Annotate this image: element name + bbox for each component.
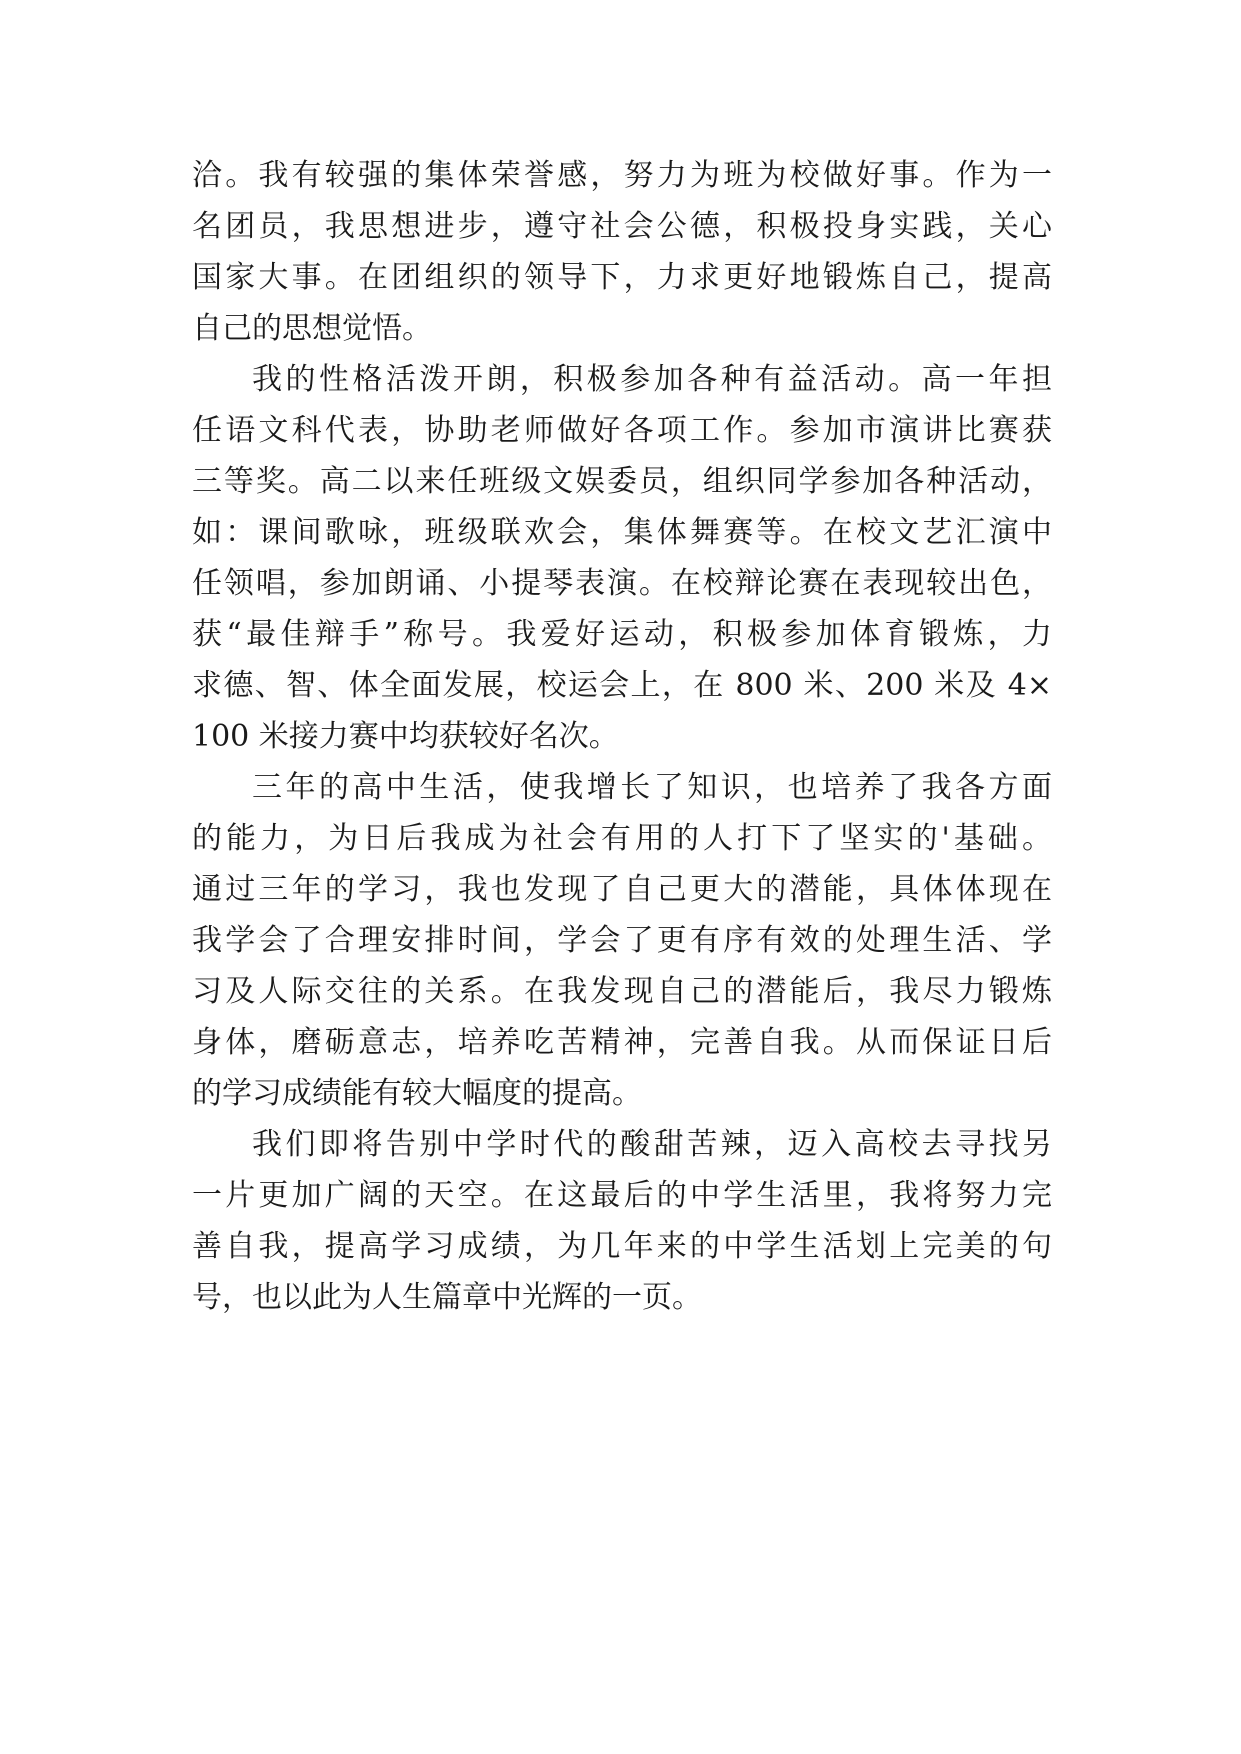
paragraph-line: 如：课间歌咏，班级联欢会，集体舞赛等。在校文艺汇演中 [192, 515, 1052, 550]
paragraph-line: 国家大事。在团组织的领导下，力求更好地锻炼自己，提高 [192, 260, 1052, 295]
document-body [192, 150, 1052, 1323]
paragraph-line: 100 米接力赛中均获较好名次。 [192, 719, 619, 754]
paragraph-line: 我的性格活泼开朗，积极参加各种有益活动。高一年担 [252, 362, 1052, 397]
paragraph-line: 我们即将告别中学时代的酸甜苦辣，迈入高校去寻找另 [252, 1127, 1052, 1162]
paragraph-line: 三年的高中生活，使我增长了知识，也培养了我各方面 [252, 770, 1052, 805]
paragraph-line: 的能力，为日后我成为社会有用的人打下了坚实的'基础。 [192, 821, 1052, 856]
paragraph-line: 自己的思想觉悟。 [192, 311, 432, 346]
paragraph-line: 善自我，提高学习成绩，为几年来的中学生活划上完美的句 [192, 1229, 1052, 1264]
paragraph-line: 身体，磨砺意志，培养吃苦精神，完善自我。从而保证日后 [192, 1025, 1052, 1060]
paragraph-line: 通过三年的学习，我也发现了自己更大的潜能，具体体现在 [192, 872, 1052, 907]
paragraph-line: 洽。我有较强的集体荣誉感，努力为班为校做好事。作为一 [192, 158, 1052, 193]
paragraph-line: 一片更加广阔的天空。在这最后的中学生活里，我将努力完 [192, 1178, 1052, 1213]
paragraph-line: 的学习成绩能有较大幅度的提高。 [192, 1076, 642, 1111]
paragraph-1 [192, 150, 1052, 354]
paragraph-line: 求德、智、体全面发展，校运会上，在 800 米、200 米及 4× [192, 668, 1052, 703]
paragraph-line: 任语文科代表，协助老师做好各项工作。参加市演讲比赛获 [192, 413, 1052, 448]
paragraph-3 [192, 762, 1052, 1119]
paragraph-line: 我学会了合理安排时间，学会了更有序有效的处理生活、学 [192, 923, 1052, 958]
paragraph-line: 名团员，我思想进步，遵守社会公德，积极投身实践，关心 [192, 209, 1052, 244]
paragraph-line: 获“最佳辩手”称号。我爱好运动，积极参加体育锻炼，力 [192, 617, 1052, 652]
paragraph-line: 任领唱，参加朗诵、小提琴表演。在校辩论赛在表现较出色， [192, 566, 1052, 601]
paragraph-2 [192, 354, 1052, 762]
paragraph-line: 三等奖。高二以来任班级文娱委员，组织同学参加各种活动， [192, 464, 1052, 499]
paragraph-4 [192, 1119, 1052, 1323]
paragraph-line: 号，也以此为人生篇章中光辉的一页。 [192, 1280, 702, 1315]
paragraph-line: 习及人际交往的关系。在我发现自己的潜能后，我尽力锻炼 [192, 974, 1052, 1009]
